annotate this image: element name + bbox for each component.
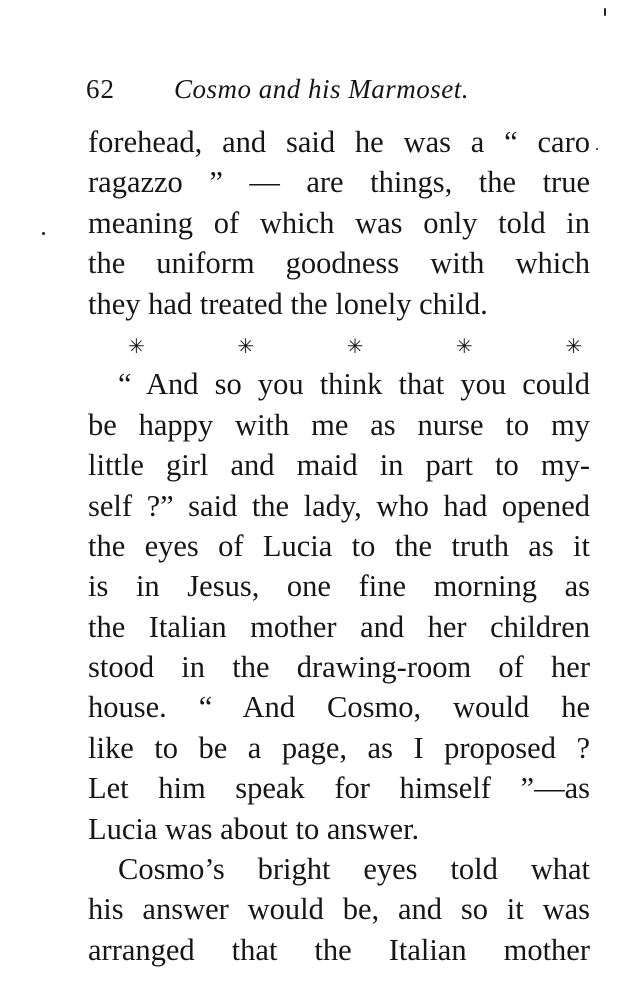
paper-speck <box>604 8 606 16</box>
text-line: house. “ And Cosmo, would he <box>88 690 590 725</box>
text-line: “ And so you think that you could <box>118 367 590 402</box>
text-line: Let him speak for himself ”—as <box>88 771 590 806</box>
text-line: the eyes of Lucia to the truth as it <box>88 528 590 563</box>
paper-speck <box>596 148 598 150</box>
section-separator <box>88 324 590 364</box>
text-line: is in Jesus, one fine morning as <box>88 569 590 604</box>
text-line: like to be a page, as I proposed ? <box>88 730 590 765</box>
asterism-star: ✳ <box>565 335 582 358</box>
text-line: arranged that the Italian mother <box>88 932 590 967</box>
text-line: little girl and maid in part to my- <box>88 448 590 483</box>
text-line: meaning of which was only told in <box>88 205 590 240</box>
text-line: the Italian mother and her children <box>88 609 590 644</box>
asterism-star: ✳ <box>128 335 145 358</box>
text-line: be happy with me as nurse to my <box>88 407 590 442</box>
text-line: ragazzo ” — are things, the true <box>88 165 590 200</box>
asterism-star: ✳ <box>237 335 255 358</box>
text-line: self ?” said the lady, who had opened <box>88 488 590 523</box>
asterism-star: ✳ <box>455 335 473 358</box>
text-line: they had treated the lonely child. <box>88 286 488 321</box>
body-text <box>88 122 590 970</box>
paper-speck <box>42 232 45 235</box>
paragraph-3 <box>88 849 590 970</box>
text-line: stood in the drawing-room of her <box>88 650 590 685</box>
text-line: Lucia was about to answer. <box>88 811 420 846</box>
text-line: forehead, and said he was a “ caro <box>88 125 590 159</box>
asterism-star: ✳ <box>346 335 364 358</box>
running-title: Cosmo and his Marmoset. <box>174 74 470 104</box>
text-line: his answer would be, and so it was <box>88 892 590 927</box>
page-header <box>86 70 606 110</box>
paragraph-2 <box>88 364 590 849</box>
page-number: 62 <box>86 74 115 104</box>
text-line: Cosmo’s bright eyes told what <box>118 852 590 887</box>
paragraph-1 <box>88 122 590 324</box>
text-line: the uniform goodness with which <box>88 246 590 281</box>
